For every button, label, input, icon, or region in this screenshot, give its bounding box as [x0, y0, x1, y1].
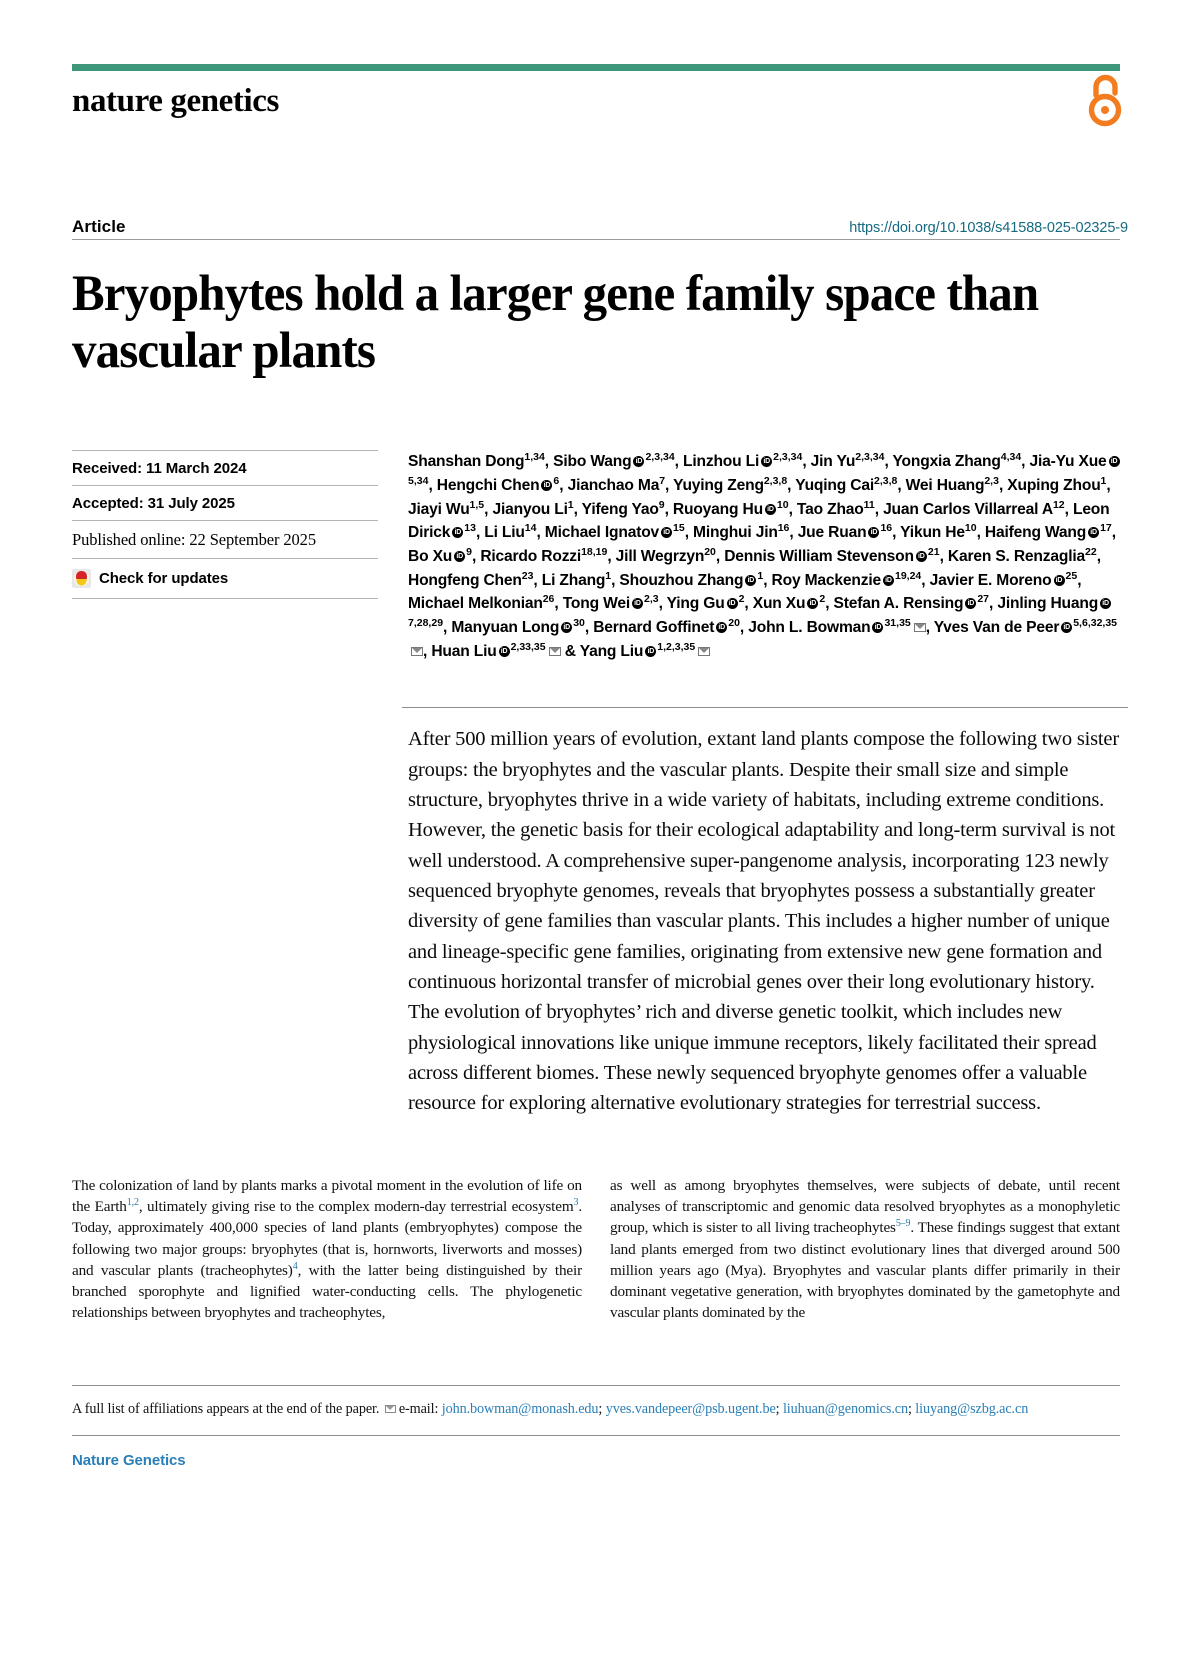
- author-list-panel: [402, 450, 1128, 663]
- author-affiliation-ref: 17: [1100, 522, 1112, 535]
- author-affiliation-ref: 2: [738, 593, 745, 606]
- author-affiliation-ref: 27: [977, 593, 990, 606]
- footer-divider: [72, 1435, 1120, 1436]
- orcid-icon[interactable]: [645, 646, 656, 657]
- corresponding-author-envelope-icon[interactable]: [698, 647, 710, 656]
- orcid-icon[interactable]: [661, 527, 672, 538]
- author-affiliation-ref: 11: [863, 498, 875, 511]
- footer-journal-brand: Nature Genetics: [72, 1451, 186, 1469]
- author-name: John L. Bowman: [748, 619, 871, 637]
- orcid-icon[interactable]: [716, 622, 727, 633]
- author-affiliation-ref: 7,28,29: [408, 616, 444, 629]
- author-name: Hengchi Chen: [436, 476, 540, 494]
- author-affiliation-ref: 2,3: [644, 593, 659, 606]
- footnote-section: [72, 1385, 1120, 1421]
- citation-ref[interactable]: 3: [573, 1196, 579, 1208]
- abstract-box: [402, 707, 1128, 1118]
- author-name: Li Liu: [484, 524, 525, 542]
- author-affiliation-ref: 14: [524, 522, 537, 535]
- author-affiliation-ref: 20: [728, 616, 740, 629]
- author-name: Michael Ignatov: [544, 524, 660, 542]
- email-link[interactable]: yves.vandepeer@psb.ugent.be: [605, 1400, 776, 1417]
- author-name: Yves Van de Peer: [933, 619, 1060, 637]
- orcid-icon[interactable]: [452, 527, 463, 538]
- author-list: Shanshan Dong$^{1,34}$, Sibo Wang iD $^{2,3,34}$, Linzhou Li iD $^{2,3,34}$, Jin Yu$^{2,3,34}$, Yongxia Zhang$^{4,34}$, Jia-Yu XueiD$^{5,34}$, Hengchi Chen iD $^6$, Jianchao Ma$^7$, Yuying Zeng$^{2,3,8}$, Yuqing Cai$^{2,3,8}$, Wei Huang$^{2,3}$, Xuping Zhou$^1$, Jiayi Wu$^{1,5}$, Jianyou Li$^1$, Yifeng Yao$^9$, Ruoyang Hu iD $^{10}$, Tao Zhao$^{11}$, Juan Carlos Villarreal $A^{12}$, Leon Dirick iD $^{13}$, Li Liu$^{14}$, Michael Ignatov iD $^{15}$, Minghui Jin$^{16}$, Jue Ruan iD $^{16}$, Yikun He$^{10}$, Haifeng Wang iD $^{17}$, Bo XuiD $^9$, Ricardo Rozzi$^{18,19}$, Jill Wegrzyn$^{20}$, Dennis William Stevenson iD $^{21}$, Karen S. Renzaglia$^{22}$, Hongfeng Chen$^{23}$, Li Zhang$^1$, Shouzhou Zhang iD $^1$, Roy Mackenzie iD $^{19,24}$, Javier E. Moreno iD $^{25}$, Michael Melkonian$^{26}$, Tong Wei iD $^{2,3}$, Ying Gu iD $^2$, Xun Xu iD $^2$, Stefan A. Rensing iD $^{27}$, Jinling HuangiD$^{7,28,29}$, Manyuan Long iD $^{30}$, Bernard GoffinetiD $^{20}$, John L. Bowman iD $^{31,35}$ , Yves Van de Peer iD $^{5,6,32,35}$, Huan Liu iD $^{2,33,35}$ & Yang Liu iD $^{1,2,3,35}$: [408, 450, 1128, 663]
- author-name: Yuying Zeng: [673, 476, 764, 494]
- affiliations-note-text: A full list of affiliations appears at the end of the paper.: [72, 1400, 383, 1417]
- author-affiliation-ref: 16: [777, 522, 790, 535]
- author-name: Jianchao Ma: [567, 476, 660, 494]
- author-name: Wei Huang: [905, 476, 985, 494]
- author-name: Bo Xu: [408, 547, 453, 565]
- author-name: Xun Xu: [752, 595, 806, 613]
- author-affiliation-ref: 10: [776, 498, 789, 511]
- doi-link[interactable]: https://doi.org/10.1038/s41588-025-02325-9: [849, 220, 1128, 236]
- email-envelope-icon: [385, 1405, 396, 1413]
- author-affiliation-ref: 1,5: [469, 498, 485, 511]
- author-affiliation-ref: 6: [553, 474, 560, 487]
- author-name: Leon Dirick: [408, 500, 1110, 542]
- author-name: Yongxia Zhang: [892, 453, 1001, 471]
- author-affiliation-ref: 9: [658, 498, 665, 511]
- author-affiliation-ref: 25: [1065, 569, 1078, 582]
- author-name: Tao Zhao: [796, 500, 864, 518]
- author-name: Stefan A. Rensing: [833, 595, 964, 613]
- author-name: Ruoyang Hu: [672, 500, 763, 518]
- body-column-left: The colonization of land by plants marks a pivotal moment in the evolution of life on the Earth$^{1,2}$, ultimately giving rise to the complex modern-day terrestrial ecosystem$^3$. Today, approximately 400,000 species of land plants (embryophytes) compose the following two major groups: bryophytes (that is, hornworts, liverworts and mosses) and vascular plants (tracheophytes)$^4$, with the latter being distinguished by their branched sporophyte and lignified water-conducting cells. The phylogenetic relationships between bryophytes and tracheophytes,: [72, 1176, 582, 1322]
- orcid-icon[interactable]: [1061, 622, 1072, 633]
- received-date: Received: 11 March 2024: [72, 450, 378, 485]
- journal-logo: nature genetics: [72, 83, 279, 119]
- author-affiliation-ref: 2,3,34: [855, 451, 885, 464]
- author-name: Jue Ruan: [797, 524, 867, 542]
- check-for-updates-label: Check for updates: [99, 570, 229, 588]
- author-name: Hongfeng Chen: [408, 571, 522, 589]
- article-page: [0, 64, 1200, 1657]
- author-name: Huan Liu: [431, 642, 497, 660]
- author-name: Javier E. Moreno: [929, 571, 1052, 589]
- orcid-icon[interactable]: [541, 480, 552, 491]
- orcid-icon[interactable]: [499, 646, 510, 657]
- orcid-icon[interactable]: [872, 622, 883, 633]
- author-affiliation-ref: 5,34: [408, 474, 429, 487]
- email-link[interactable]: liuhuan@genomics.cn: [782, 1400, 908, 1417]
- author-affiliation-ref: 12: [1052, 498, 1065, 511]
- author-name: Dennis William Stevenson: [724, 547, 914, 565]
- orcid-icon[interactable]: [765, 504, 776, 515]
- author-affiliation-ref: 9: [466, 545, 472, 558]
- author-affiliation-ref: 10: [964, 522, 977, 535]
- author-name: Jianyou Li: [492, 500, 568, 518]
- email-link[interactable]: liuyang@szbg.ac.cn: [915, 1400, 1029, 1417]
- author-affiliation-ref: 22: [1085, 545, 1097, 558]
- author-affiliation-ref: 15: [673, 522, 685, 535]
- author-affiliation-ref: 7: [659, 474, 666, 487]
- author-name: Yikun He: [900, 524, 965, 542]
- author-name: Linzhou Li: [682, 453, 760, 471]
- orcid-icon[interactable]: [1054, 575, 1065, 586]
- masthead: [72, 71, 1128, 163]
- author-name: Yang Liu: [579, 642, 644, 660]
- author-name: Roy Mackenzie: [771, 571, 881, 589]
- citation-ref[interactable]: 4: [292, 1260, 298, 1272]
- orcid-icon[interactable]: [632, 598, 643, 609]
- orcid-icon[interactable]: [761, 456, 772, 467]
- orcid-icon[interactable]: [916, 551, 927, 562]
- orcid-icon[interactable]: [1088, 527, 1099, 538]
- author-name: Yifeng Yao: [581, 500, 659, 518]
- author-affiliation-ref: 31,35: [884, 616, 911, 629]
- brand-accent-bar: [72, 64, 1120, 71]
- author-affiliation-ref: 21: [927, 545, 940, 558]
- author-name: Ying Gu: [666, 595, 725, 613]
- author-affiliation-ref: 1: [567, 498, 574, 511]
- author-affiliation-ref: 2,3,34: [773, 451, 803, 464]
- corresponding-author-envelope-icon[interactable]: [549, 647, 561, 656]
- author-name: Minghui Jin: [693, 524, 778, 542]
- orcid-icon[interactable]: [727, 598, 738, 609]
- author-affiliation-ref: 19,24: [894, 569, 922, 582]
- author-name: Yuqing Cai: [795, 476, 874, 494]
- affiliations-and-email-note: A full list of affiliations appears at the end of the paper. e-mail: john.bowman@monash.edu; yves.vandepeer@psb.ugent.be; liuhuan@genomics.cn; liuyang@szbg.ac.cn: [72, 1400, 1029, 1417]
- published-date: Published online: 22 September 2025: [72, 520, 378, 558]
- author-name: Karen S. Renzaglia: [947, 547, 1086, 565]
- author-affiliation-ref: 26: [542, 593, 555, 606]
- author-affiliation-ref: 2,3,8: [763, 474, 788, 487]
- orcid-icon[interactable]: [745, 575, 756, 586]
- orcid-icon[interactable]: [883, 575, 894, 586]
- author-name: Haifeng Wang: [984, 524, 1087, 542]
- page-title: Bryophytes hold a larger gene family space than vascular plants: [72, 266, 1039, 380]
- author-affiliation-ref: 23: [521, 569, 534, 582]
- abstract-section: [72, 707, 1128, 1118]
- citation-ref[interactable]: 5–9: [895, 1218, 911, 1230]
- author-affiliation-ref: 2,3,34: [645, 451, 675, 464]
- author-affiliation-ref: 2,3,8: [873, 474, 898, 487]
- body-column-right: as well as among bryophytes themselves, were subjects of debate, until recent analyses of transcriptomic and genomic data resolved bryophytes as a monophyletic group, which is sister to all living tracheophytes$^{5-9}$. These findings suggest that extant land plants emerged from two distinct evolutionary lines that diverged around 500 million years ago (Mya). Bryophytes and vascular plants differ primarily in their dominant vegetative generation, with bryophytes dominated by the gametophyte and vascular plants dominated by the: [610, 1176, 1120, 1322]
- orcid-icon[interactable]: [561, 622, 572, 633]
- check-for-updates-button[interactable]: [72, 558, 378, 599]
- orcid-icon[interactable]: [1100, 598, 1111, 609]
- article-type-label: Article: [72, 217, 126, 236]
- corresponding-author-envelope-icon[interactable]: [411, 647, 423, 656]
- author-name: Jia-Yu Xue: [1029, 453, 1107, 471]
- abstract-text: After 500 million years of evolution, extant land plants compose the following two sister groups: the bryophytes and the vascular plants. Despite their small size and simple structure, bryophytes thrive in a wide variety of habitats, including extreme conditions. However, the genetic basis for their ecological adaptability and long-term survival is not well understood. A comprehensive super-pangenome analysis, incorporating 123 newly sequenced bryophyte genomes, reveals that bryophytes possess a substantially greater diversity of gene families than vascular plants. This includes a higher number of unique and lineage-specific gene families, originating from extensive new gene formation and continuous horizontal transfer of microbial genes over their long evolutionary history. The evolution of bryophytes’ rich and diverse genetic toolkit, which includes new physiological innovations like unique immune receptors, likely facilitated their spread across different biomes. These newly sequenced bryophyte genomes offer a valuable resource for exploring alternative evolutionary strategies for terrestrial success.: [408, 728, 1119, 1115]
- author-name: Xuping Zhou: [1007, 476, 1101, 494]
- accepted-date: Accepted: 31 July 2025: [72, 485, 378, 520]
- orcid-icon[interactable]: [454, 551, 465, 562]
- author-affiliation-ref: 30: [573, 616, 585, 629]
- meta-author-band: [72, 450, 1128, 663]
- author-name: Li Zhang: [541, 571, 606, 589]
- orcid-icon[interactable]: [965, 598, 976, 609]
- author-name: Shouzhou Zhang: [619, 571, 744, 589]
- author-affiliation-ref: 1,2,3,35: [657, 640, 696, 653]
- author-name: Jin Yu: [810, 453, 856, 471]
- author-name: Michael Melkonian: [408, 595, 543, 613]
- author-affiliation-ref: 1: [757, 569, 764, 582]
- author-name: Ricardo Rozzi: [480, 547, 582, 565]
- author-affiliation-ref: 2,3: [984, 474, 999, 487]
- email-label: e-mail:: [398, 1400, 442, 1417]
- author-affiliation-ref: 2: [819, 593, 826, 606]
- crossmark-icon: [72, 569, 91, 588]
- orcid-icon[interactable]: [868, 527, 879, 538]
- author-affiliation-ref: 18,19: [581, 545, 608, 558]
- body-columns: [72, 1175, 1120, 1375]
- author-name: Manyuan Long: [451, 619, 560, 637]
- citation-ref[interactable]: 1,2: [126, 1196, 139, 1208]
- email-link[interactable]: john.bowman@monash.edu: [441, 1400, 599, 1417]
- author-affiliation-ref: 20: [704, 545, 716, 558]
- author-name: Tong Wei: [562, 595, 630, 613]
- author-affiliation-ref: 1: [1100, 474, 1107, 487]
- author-affiliation-ref: 16: [880, 522, 893, 535]
- author-affiliation-ref: 13: [464, 522, 476, 535]
- author-name: Jill Wegrzyn: [615, 547, 705, 565]
- author-name: Jiayi Wu: [408, 500, 470, 518]
- author-affiliation-ref: 4,34: [1000, 451, 1022, 464]
- open-access-lock-icon: [1082, 73, 1128, 127]
- orcid-icon[interactable]: [633, 456, 644, 467]
- author-name: Bernard Goffinet: [593, 619, 715, 637]
- corresponding-author-envelope-icon[interactable]: [914, 623, 926, 632]
- orcid-icon[interactable]: [807, 598, 818, 609]
- orcid-icon[interactable]: [1109, 456, 1120, 467]
- author-affiliation-ref: 1,34: [524, 451, 545, 464]
- author-affiliation-ref: 2,33,35: [510, 640, 546, 653]
- author-affiliation-ref: 1: [605, 569, 612, 582]
- author-name: Sibo Wang: [553, 453, 632, 471]
- article-header-row: [72, 205, 1128, 239]
- publication-dates-panel: [72, 450, 402, 663]
- abstract-spacer: [72, 707, 402, 1118]
- header-divider: [72, 239, 1120, 240]
- author-name: Shanshan Dong: [408, 453, 525, 471]
- author-name: Jinling Huang: [997, 595, 1099, 613]
- author-name: Juan Carlos Villarreal A: [883, 500, 1053, 518]
- author-affiliation-ref: 5,6,32,35: [1073, 616, 1118, 629]
